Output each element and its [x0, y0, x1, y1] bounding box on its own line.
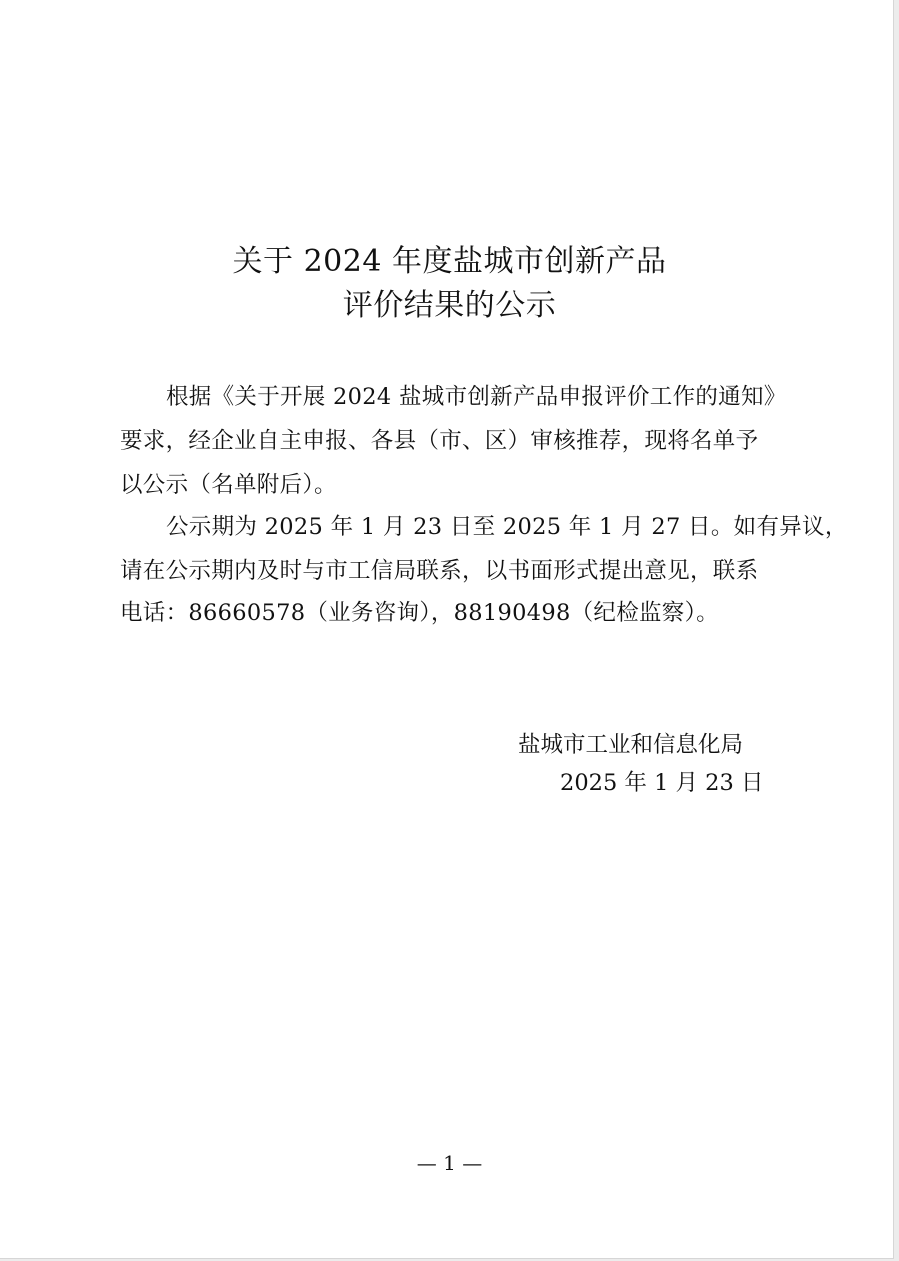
title-line-1: 关于 2024 年度盐城市创新产品: [232, 244, 667, 279]
paragraph-2-line-2: 请在公示期内及时与市工信局联系，以书面形式提出意见，联系: [120, 558, 759, 584]
signature-date: 2025 年 1 月 23 日: [560, 770, 764, 796]
page-number: — 1 —: [416, 1151, 483, 1175]
signature-organization: 盐城市工业和信息化局: [518, 732, 744, 758]
paragraph-1-line-2: 要求，经企业自主申报、各县（市、区）审核推荐，现将名单予: [120, 428, 759, 454]
paragraph-1-line-1: 根据《关于开展 2024 盐城市创新产品申报评价工作的通知》: [166, 384, 787, 410]
paragraph-2-line-3: 电话：86660578（业务咨询），88190498（纪检监察）。: [120, 600, 719, 626]
paragraph-2-line-1: 公示期为 2025 年 1 月 23 日至 2025 年 1 月 27 日。如有异议，: [166, 514, 848, 540]
title-line-2: 评价结果的公示: [342, 288, 557, 323]
paragraph-1-line-3: 以公示（名单附后）。: [120, 472, 337, 498]
